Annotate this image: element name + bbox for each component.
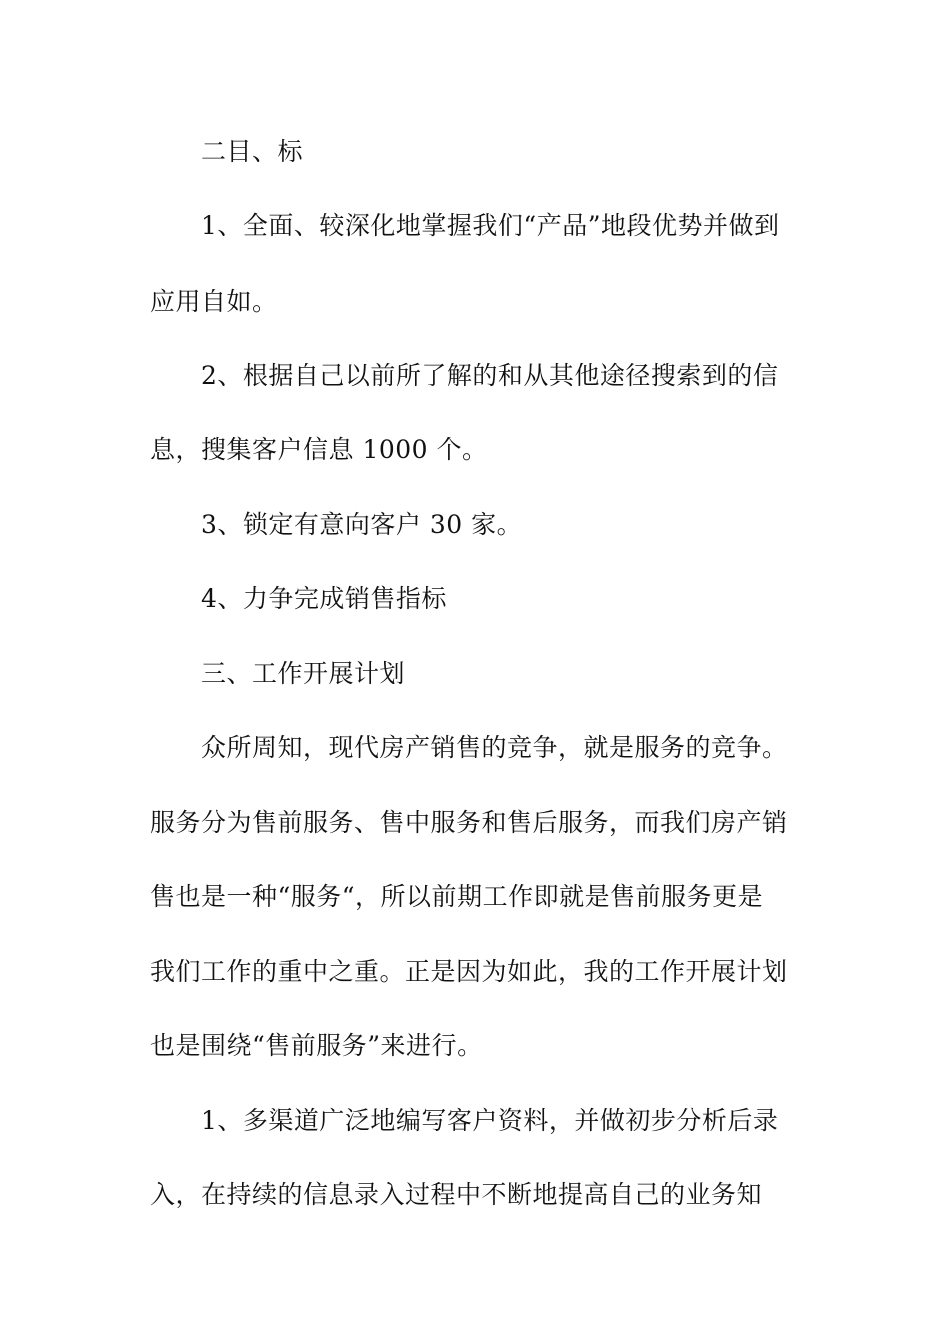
plan-1-line-2: 入，在持续的信息录入过程中不断地提高自己的业务知	[150, 1180, 763, 1209]
goal-2-line-1: 2、根据自己以前所了解的和从其他途径搜索到的信	[201, 361, 779, 390]
goal-3: 3、锁定有意向客户 30 家。	[201, 510, 523, 539]
heading-goals: 二目、标	[201, 137, 304, 166]
goal-1-line-1: 1、全面、较深化地掌握我们“产品”地段优势并做到	[201, 211, 780, 240]
heading-work-plan: 三、工作开展计划	[201, 659, 406, 688]
goal-1-line-2: 应用自如。	[150, 287, 278, 316]
goal-4: 4、力争完成销售指标	[201, 584, 447, 613]
goal-2-line-2: 息，搜集客户信息 1000 个。	[150, 435, 488, 464]
plan-intro-line-2: 服务分为售前服务、售中服务和售后服务，而我们房产销	[150, 808, 788, 837]
plan-intro-line-5: 也是围绕“售前服务”来进行。	[150, 1031, 483, 1060]
plan-intro-line-1: 众所周知，现代房产销售的竞争，就是服务的竞争。	[201, 733, 788, 762]
plan-1-line-1: 1、多渠道广泛地编写客户资料，并做初步分析后录	[201, 1106, 779, 1135]
plan-intro-line-4: 我们工作的重中之重。正是因为如此，我的工作开展计划	[150, 957, 788, 986]
plan-intro-line-3: 售也是一种“服务“，所以前期工作即就是售前服务更是	[150, 882, 764, 911]
